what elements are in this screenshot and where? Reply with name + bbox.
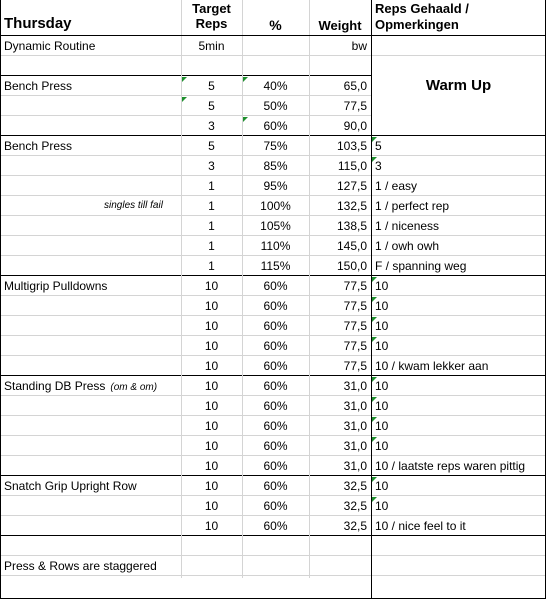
cell-note[interactable]: F / spanning weg [375, 259, 467, 273]
cell-weight[interactable] [309, 556, 371, 576]
cell-exercise[interactable] [0, 296, 181, 316]
cell-exercise[interactable]: Snatch Grip Upright Row [4, 479, 137, 493]
cell-weight[interactable]: 31,0 [343, 379, 367, 393]
cell-reps[interactable]: 1 [208, 259, 215, 273]
cell-pct[interactable]: 40% [263, 79, 288, 93]
cell-reps[interactable]: 3 [208, 119, 215, 133]
cell-note[interactable]: 10 [375, 399, 389, 413]
cell-weight[interactable]: 138,5 [336, 219, 367, 233]
cell-exercise[interactable] [0, 156, 181, 176]
cell-exercise[interactable] [0, 256, 181, 276]
col-header-weight[interactable]: Weight [318, 18, 362, 33]
cell-weight[interactable]: 77,5 [343, 359, 367, 373]
sheet-title[interactable]: Thursday [4, 15, 72, 32]
cell-note[interactable]: 10 [375, 419, 389, 433]
cell-exercise[interactable] [0, 56, 181, 76]
cell-note[interactable]: 10 [375, 479, 389, 493]
header-bottom-border [0, 35, 546, 36]
exercise-note: singles till fail [104, 200, 163, 211]
cell-pct[interactable]: 60% [263, 119, 288, 133]
cell-pct[interactable]: 60% [263, 439, 288, 453]
row-divider [0, 575, 546, 576]
col-header-target-reps[interactable]: Target Reps [192, 1, 231, 31]
cell-weight[interactable]: 103,5 [336, 139, 367, 153]
cell-reps[interactable]: 5 [208, 139, 215, 153]
cell-reps[interactable]: 1 [208, 179, 215, 193]
cell-note[interactable]: 10 [375, 439, 389, 453]
cell-indicator-icon [372, 377, 377, 382]
cell-pct[interactable]: 60% [263, 379, 288, 393]
cell-exercise[interactable] [0, 316, 181, 336]
cell-pct[interactable] [242, 556, 309, 576]
cell-weight[interactable]: 115,0 [337, 159, 367, 173]
cell-weight[interactable] [309, 56, 371, 76]
cell-exercise[interactable] [0, 436, 181, 456]
cell-reps[interactable]: 10 [204, 359, 219, 373]
cell-note[interactable]: 10 [375, 379, 389, 393]
cell-weight[interactable]: 77,5 [343, 299, 367, 313]
cell-pct[interactable]: 100% [260, 199, 291, 213]
cell-weight[interactable]: 31,0 [343, 419, 367, 433]
cell-pct[interactable]: 95% [263, 179, 288, 193]
cell-note[interactable]: 5 [375, 139, 382, 153]
cell-note[interactable] [371, 556, 546, 576]
cell-pct[interactable]: 60% [263, 479, 288, 493]
cell-note[interactable]: 10 / laatste reps waren pittig [375, 459, 526, 473]
cell-reps[interactable]: 10 [204, 459, 219, 473]
cell-pct[interactable]: 60% [263, 399, 288, 413]
cell-note[interactable]: 10 / kwam lekker aan [375, 359, 489, 373]
cell-pct[interactable]: 110% [260, 239, 291, 253]
cell-note[interactable]: 1 / easy [375, 179, 418, 193]
cell-exercise[interactable] [0, 396, 181, 416]
cell-indicator-icon [372, 337, 377, 342]
cell-pct[interactable]: 75% [263, 139, 288, 153]
cell-pct[interactable]: 60% [263, 499, 288, 513]
cell-exercise[interactable] [0, 536, 181, 556]
cell-pct[interactable]: 60% [263, 459, 288, 473]
cell-note[interactable]: 1 / owh owh [375, 239, 440, 253]
cell-note[interactable]: 10 [375, 299, 389, 313]
cell-exercise[interactable]: Multigrip Pulldowns [4, 279, 108, 293]
cell-note[interactable]: 10 [375, 279, 389, 293]
cell-reps[interactable]: 10 [204, 439, 219, 453]
cell-note[interactable]: 3 [375, 159, 382, 173]
cell-reps[interactable]: 5min [198, 39, 225, 53]
cell-note[interactable]: 10 [375, 319, 389, 333]
cell-reps[interactable]: 1 [208, 239, 215, 253]
cell-indicator-icon [372, 277, 377, 282]
cell-exercise[interactable] [0, 416, 181, 436]
cell-exercise[interactable] [0, 236, 181, 256]
cell-reps[interactable]: 10 [204, 319, 219, 333]
cell-exercise[interactable] [0, 96, 181, 116]
cell-weight[interactable]: bw [351, 39, 367, 53]
cell-exercise[interactable] [0, 176, 181, 196]
cell-note[interactable]: 10 [375, 499, 389, 513]
cell-weight[interactable]: 31,0 [343, 459, 367, 473]
cell-exercise[interactable] [0, 516, 181, 536]
cell-indicator-icon [372, 137, 377, 142]
cell-exercise[interactable] [0, 116, 181, 136]
cell-note[interactable]: 1 / niceness [375, 219, 440, 233]
cell-pct[interactable]: 60% [263, 339, 288, 353]
cell-exercise[interactable] [0, 496, 181, 516]
cell-pct[interactable]: 60% [263, 279, 288, 293]
cell-reps[interactable]: 5 [208, 99, 215, 113]
cell-note[interactable]: 10 / nice feel to it [375, 519, 466, 533]
cell-indicator-icon [372, 397, 377, 402]
cell-exercise[interactable] [0, 216, 181, 236]
cell-pct[interactable]: 105% [260, 219, 291, 233]
exercise-note: (om & om) [110, 382, 158, 393]
cell-weight[interactable] [309, 536, 371, 556]
cell-exercise[interactable] [0, 376, 181, 396]
column-divider [371, 0, 372, 599]
cell-reps[interactable]: 1 [208, 219, 215, 233]
cell-reps[interactable]: 10 [204, 419, 219, 433]
cell-reps[interactable] [181, 56, 242, 76]
cell-pct[interactable]: 85% [263, 159, 288, 173]
cell-weight[interactable]: 145,0 [336, 239, 367, 253]
cell-pct[interactable]: 60% [263, 359, 288, 373]
cell-weight[interactable]: 77,5 [343, 319, 367, 333]
cell-pct[interactable] [242, 36, 309, 56]
cell-note[interactable]: 10 [375, 339, 389, 353]
cell-reps[interactable]: 10 [204, 299, 219, 313]
cell-pct[interactable]: 60% [263, 299, 288, 313]
cell-indicator-icon [243, 117, 248, 122]
cell-note[interactable]: 1 / perfect rep [375, 199, 450, 213]
col-header-reps-done[interactable]: Reps Gehaald / Opmerkingen [375, 1, 469, 32]
cell-pct[interactable]: 50% [263, 99, 288, 113]
cell-indicator-icon [372, 317, 377, 322]
cell-note[interactable] [371, 56, 546, 76]
cell-indicator-icon [372, 157, 377, 162]
cell-weight[interactable]: 150,0 [336, 259, 367, 273]
cell-indicator-icon [372, 497, 377, 502]
column-divider [242, 0, 243, 578]
cell-weight[interactable]: 77,5 [343, 279, 367, 293]
cell-indicator-icon [182, 77, 187, 82]
cell-reps[interactable]: 10 [204, 499, 219, 513]
cell-weight[interactable]: 32,5 [343, 479, 367, 493]
col-header-percent[interactable]: % [269, 17, 282, 33]
cell-reps[interactable]: 10 [204, 479, 219, 493]
cell-weight[interactable]: 77,5 [343, 339, 367, 353]
column-divider [309, 0, 310, 578]
cell-indicator-icon [372, 477, 377, 482]
cell-reps[interactable]: 10 [204, 399, 219, 413]
exercise-name: Standing DB Press [4, 379, 106, 393]
cell-pct[interactable]: 60% [263, 319, 288, 333]
cell-pct[interactable] [242, 56, 309, 76]
cell-pct[interactable] [242, 536, 309, 556]
cell-reps[interactable] [181, 536, 242, 556]
cell-weight[interactable]: 32,5 [343, 519, 367, 533]
cell-exercise[interactable] [0, 336, 181, 356]
cell-weight[interactable]: 31,0 [343, 399, 367, 413]
cell-indicator-icon [182, 97, 187, 102]
cell-note[interactable] [371, 36, 546, 56]
cell-indicator-icon [372, 297, 377, 302]
cell-weight[interactable]: 31,0 [343, 439, 367, 453]
cell-exercise[interactable]: Bench Press [4, 139, 73, 153]
cell-indicator-icon [372, 437, 377, 442]
cell-reps[interactable]: 10 [204, 339, 219, 353]
cell-weight[interactable]: 32,5 [343, 499, 367, 513]
cell-weight[interactable]: 77,5 [343, 99, 367, 113]
cell-weight[interactable]: 132,5 [336, 199, 367, 213]
cell-indicator-icon [243, 77, 248, 82]
cell-exercise[interactable] [0, 356, 181, 376]
cell-reps[interactable]: 10 [204, 379, 219, 393]
cell-weight[interactable]: 65,0 [343, 79, 367, 93]
cell-pct[interactable]: 60% [263, 519, 288, 533]
column-divider [0, 0, 1, 599]
cell-reps[interactable]: 10 [204, 279, 219, 293]
cell-weight[interactable]: 90,0 [343, 119, 367, 133]
cell-reps[interactable]: 1 [208, 199, 215, 213]
cell-reps[interactable]: 10 [204, 519, 219, 533]
cell-exercise[interactable]: Dynamic Routine [4, 39, 96, 53]
cell-reps[interactable]: 3 [208, 159, 215, 173]
cell-exercise[interactable]: Bench Press [4, 79, 73, 93]
cell-indicator-icon [372, 417, 377, 422]
cell-reps[interactable] [181, 556, 242, 576]
cell-note[interactable] [371, 536, 546, 556]
cell-reps[interactable]: 5 [208, 79, 215, 93]
cell-exercise[interactable] [0, 456, 181, 476]
cell-pct[interactable]: 115% [260, 259, 291, 273]
warm-up-label[interactable]: Warm Up [425, 77, 492, 94]
cell-pct[interactable]: 60% [263, 419, 288, 433]
column-divider [181, 0, 182, 578]
cell-weight[interactable]: 127,5 [336, 179, 367, 193]
cell-exercise[interactable]: Press & Rows are staggered [4, 559, 157, 573]
